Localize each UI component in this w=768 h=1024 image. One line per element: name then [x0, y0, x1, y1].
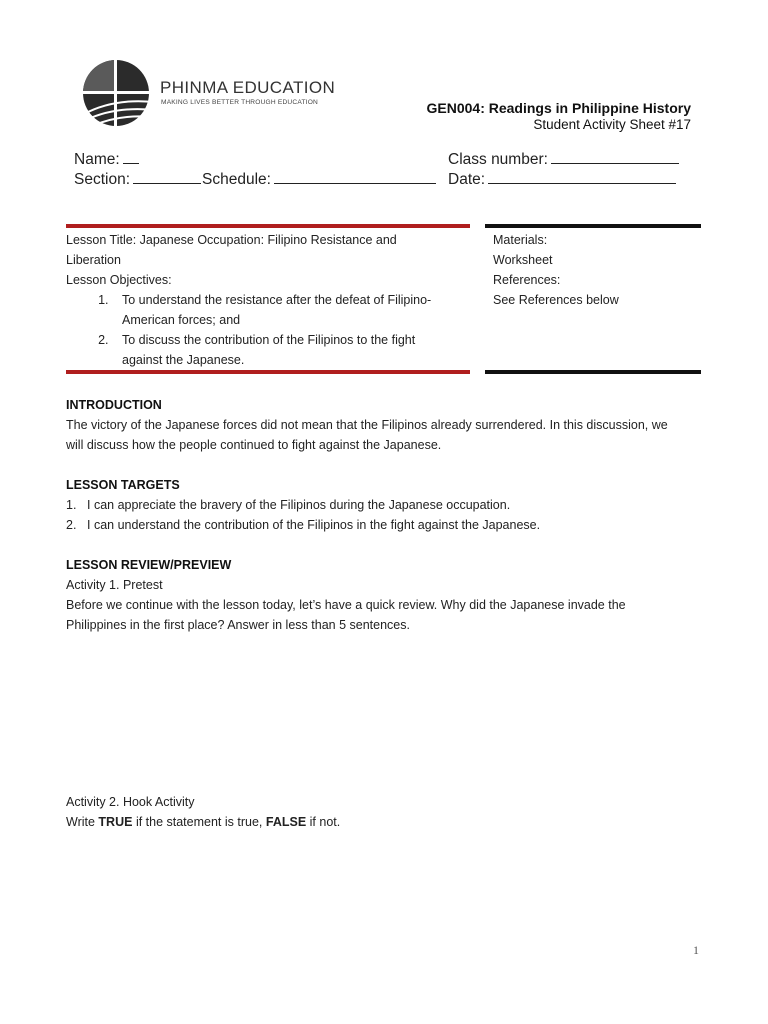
materials-top-black-bar: [485, 224, 701, 228]
lesson-review-heading: LESSON REVIEW/PREVIEW: [66, 558, 232, 572]
name-label: Name:: [74, 151, 120, 168]
materials-label: Materials:: [493, 233, 548, 247]
true-word: TRUE: [98, 815, 133, 829]
target-1-number: 1.: [66, 498, 77, 512]
lesson-info: [66, 230, 466, 370]
review-line2: Philippines in the first place? Answer in less than 5 sentences.: [66, 618, 410, 632]
target-item: [66, 495, 706, 515]
target-2-text: I can understand the contribution of the Filipinos in the fight against the Japanese.: [87, 518, 541, 532]
introduction-line1: The victory of the Japanese forces did not mean that the Filipinos already surrendered. In this discussion, we: [66, 418, 668, 432]
section-label: Section:: [74, 171, 131, 188]
objective-item: [112, 290, 466, 330]
lesson-targets-heading: LESSON TARGETS: [66, 478, 180, 492]
activity2-title: Activity 2. Hook Activity: [66, 795, 195, 809]
objectives-label: Lesson Objectives:: [66, 273, 172, 287]
lesson-top-red-bar: [66, 224, 470, 228]
date-label: Date:: [448, 171, 486, 188]
references-label: References:: [493, 273, 561, 287]
objective-1-line1: To understand the resistance after the defeat of Filipino-: [122, 293, 432, 307]
introduction-heading: INTRODUCTION: [66, 398, 162, 412]
name-blank[interactable]: [123, 149, 139, 164]
hook-instruction: [66, 812, 706, 832]
materials-bottom-black-bar: [485, 370, 701, 374]
page-number: 1: [693, 943, 699, 957]
lesson-title-line1: Lesson Title: Japanese Occupation: Filipino Resistance and: [66, 233, 397, 247]
introduction-line2: will discuss how the people continued to fight against the Japanese.: [66, 438, 442, 452]
schedule-label: Schedule:: [202, 171, 271, 188]
class-number-blank[interactable]: [551, 149, 679, 164]
brand-tagline: MAKING LIVES BETTER THROUGH EDUCATION: [161, 99, 318, 106]
date-blank[interactable]: [488, 169, 676, 184]
date-field[interactable]: [448, 169, 676, 189]
schedule-blank[interactable]: [274, 169, 436, 184]
materials-info: [493, 230, 703, 310]
hook-suffix: if not.: [309, 815, 341, 829]
materials-value: Worksheet: [493, 253, 553, 267]
section-blank[interactable]: [133, 169, 201, 184]
target-2-number: 2.: [66, 518, 77, 532]
false-word: FALSE: [265, 815, 307, 829]
brand-name: PHINMA EDUCATION: [160, 78, 336, 97]
objective-2-line2: against the Japanese.: [122, 353, 245, 367]
hook-prefix: Write: [66, 815, 95, 829]
sheet-number: Student Activity Sheet #17: [533, 117, 691, 132]
name-field[interactable]: [74, 149, 139, 169]
phinma-logo-icon: [74, 54, 160, 132]
objective-2-line1: To discuss the contribution of the Filipinos to the fight: [122, 333, 416, 347]
course-title: GEN004: Readings in Philippine History: [426, 100, 691, 116]
references-value: See References below: [493, 293, 619, 307]
lesson-bottom-red-bar: [66, 370, 470, 374]
class-number-field[interactable]: [448, 149, 679, 169]
introduction-section: [66, 395, 706, 455]
lesson-targets-section: [66, 475, 706, 535]
objective-item: [112, 330, 466, 370]
target-item: [66, 515, 706, 535]
activity1-title: Activity 1. Pretest: [66, 578, 163, 592]
target-1-text: I can appreciate the bravery of the Filipinos during the Japanese occupation.: [87, 498, 511, 512]
objective-1-line2: American forces; and: [122, 313, 241, 327]
objectives-list: [66, 290, 466, 370]
review-line1: Before we continue with the lesson today, let’s have a quick review. Why did the Japanese invade the: [66, 598, 626, 612]
section-field[interactable]: [74, 169, 201, 189]
schedule-field[interactable]: [202, 169, 436, 189]
hook-middle: if the statement is true,: [135, 815, 263, 829]
class-number-label: Class number:: [448, 151, 548, 168]
hook-activity-section: [66, 792, 706, 832]
lesson-review-section: [66, 555, 706, 635]
lesson-title-line2: Liberation: [66, 253, 121, 267]
